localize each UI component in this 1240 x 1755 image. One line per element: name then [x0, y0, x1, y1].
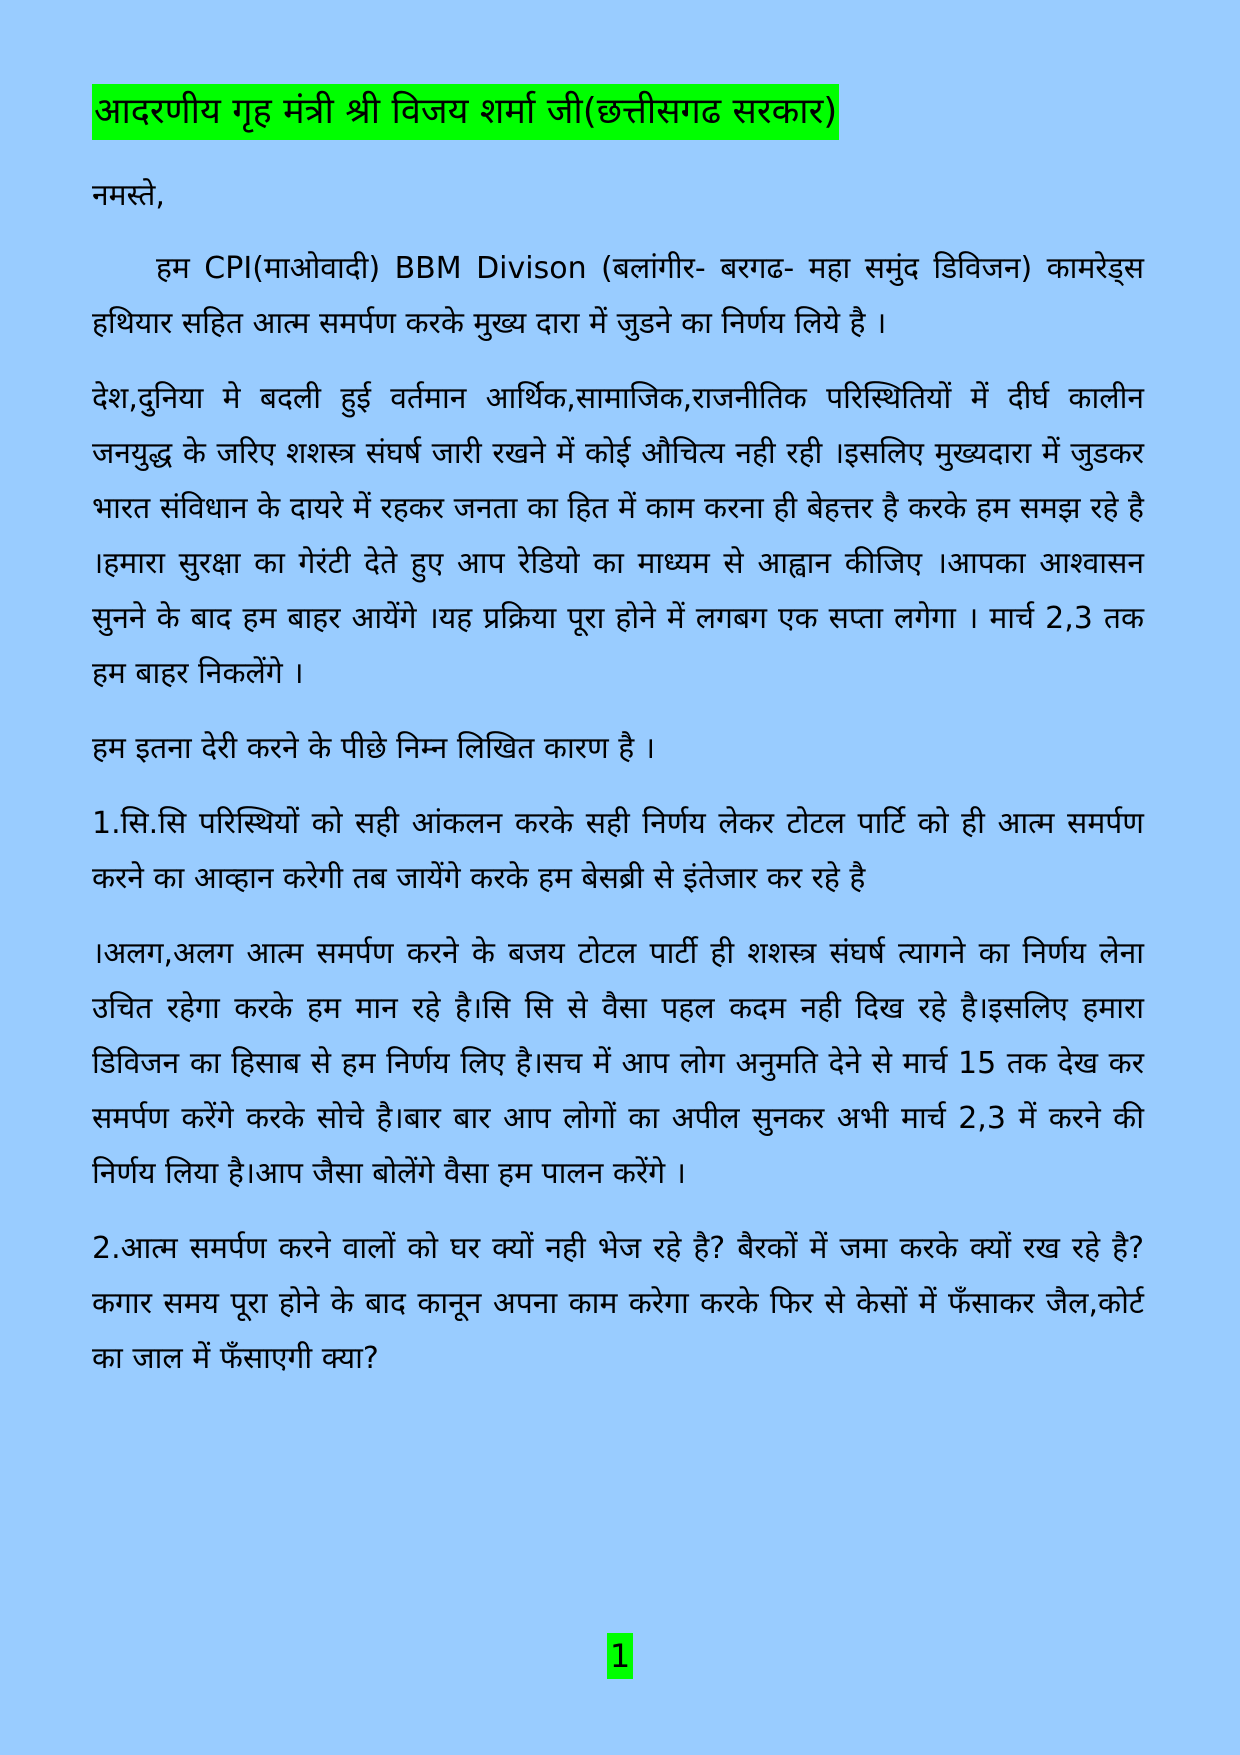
page-footer	[0, 1633, 1240, 1679]
page-number: 1	[607, 1633, 633, 1679]
paragraph-intro: हम CPI(माओवादी) BBM Divison (बलांगीर- बरगढ- महा समुंद डिविजन) कामरेड्स हथियार सहित आत्म समर्पण करके मुख्य दारा में जुडने का निर्णय लिये है ।	[92, 251, 1144, 341]
greeting: नमस्ते,	[92, 178, 165, 213]
paragraph-context: देश,दुनिया मे बदली हुई वर्तमान आर्थिक,सामाजिक,राजनीतिक परिस्थितियों में दीर्घ कालीन जनयुद्ध के जरिए शशस्त्र संघर्ष जारी रखने में कोई औचित्य नही रही ।इसलिए मुख्यदारा में जुडकर भारत संविधान के दायरे में रहकर जनता का हित में काम करना ही बेहत्तर है करके हम समझ रहे है ।हमारा सुरक्षा का गेरंटी देते हुए आप रेडियो का माध्यम से आह्वान कीजिए ।आपका आश्वासन सुनने के बाद हम बाहर आयेंगे ।यह प्रक्रिया पूरा होने में लगबग एक सप्ता लगेगा । मार्च 2,3 तक हम बाहर निकलेंगे ।	[92, 381, 1144, 691]
paragraph-reason-2: 2.आत्म समर्पण करने वालों को घर क्यों नही भेज रहे है? बैरकों में जमा करके क्यों रख रहे है? कगार समय पूरा होने के बाद कानून अपना काम करेगा करके फिर से केसों में फँसाकर जैल,कोर्ट का जाल में फँसाएगी क्या?	[92, 1231, 1144, 1376]
paragraph-reason-1: 1.सि.सि परिस्थियों को सही आंकलन करके सही निर्णय लेकर टोटल पार्टि को ही आत्म समर्पण करने का आव्हान करेगी तब जायेंगे करके हम बेसब्री से इंतेजार कर रहे है	[92, 806, 1144, 896]
paragraph-reasons-intro: हम इतना देरी करने के पीछे निम्न लिखित कारण है ।	[92, 731, 656, 766]
paragraph-reason-1-continued: ।अलग,अलग आत्म समर्पण करने के बजय टोटल पार्टी ही शशस्त्र संघर्ष त्यागने का निर्णय लेना उचित रहेगा करके हम मान रहे है।सि सि से वैसा पहल कदम नही दिख रहे है।इसलिए हमारा डिविजन का हिसाब से हम निर्णय लिए है।सच में आप लोग अनुमति देने से मार्च 15 तक देख कर समर्पण करेंगे करके सोचे है।बार बार आप लोगों का अपील सुनकर अभी मार्च 2,3 में करने की निर्णय लिया है।आप जैसा बोलेंगे वैसा हम पालन करेंगे ।	[92, 936, 1144, 1191]
letter-heading: आदरणीय गृह मंत्री श्री विजय शर्मा जी(छत्तीसगढ सरकार)	[92, 84, 839, 140]
letter-page	[92, 84, 1144, 1406]
